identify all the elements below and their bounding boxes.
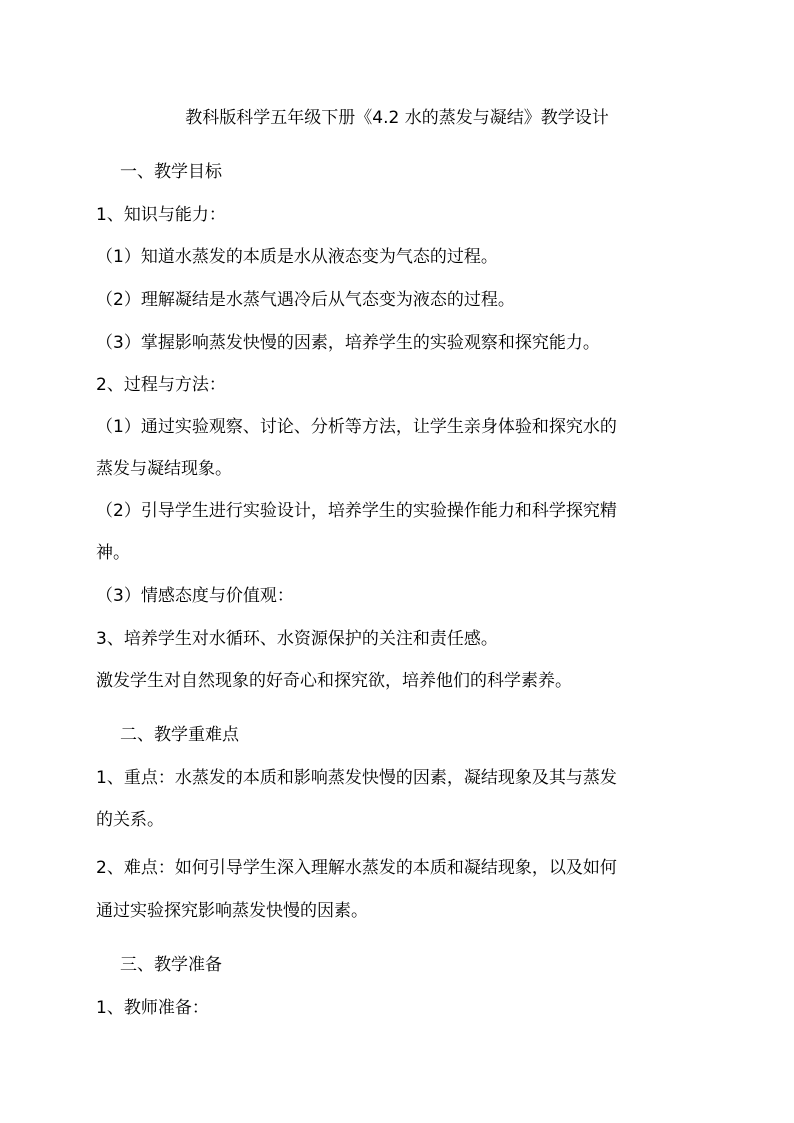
keypoint-1b: 的关系。 xyxy=(96,810,164,830)
section-heading-preparation: 三、教学准备 xyxy=(120,955,222,975)
keypoint-1a: 1、重点：水蒸发的本质和影响蒸发快慢的因素，凝结现象及其与蒸发 xyxy=(96,768,617,788)
objective-knowledge-1: （1）知道水蒸发的本质是水从液态变为气态的过程。 xyxy=(96,247,498,267)
section-heading-objectives: 一、教学目标 xyxy=(120,162,222,182)
objective-attitude: 3、培养学生对水循环、水资源保护的关注和责任感。 xyxy=(96,629,498,649)
objective-process-1b: 蒸发与凝结现象。 xyxy=(96,459,232,479)
section-heading-keypoints: 二、教学重难点 xyxy=(120,725,239,745)
objective-attitude-b: 激发学生对自然现象的好奇心和探究欲，培养他们的科学素养。 xyxy=(96,671,572,691)
objective-process-1a: （1）通过实验观察、讨论、分析等方法，让学生亲身体验和探究水的 xyxy=(96,417,617,437)
objective-process-3: （3）情感态度与价值观： xyxy=(96,586,294,606)
keypoint-2a: 2、难点：如何引导学生深入理解水蒸发的本质和凝结现象，以及如何 xyxy=(96,858,617,878)
objective-knowledge-2: （2）理解凝结是水蒸气遇冷后从气态变为液态的过程。 xyxy=(96,290,515,310)
objective-process: 2、过程与方法： xyxy=(96,375,226,395)
objective-process-2a: （2）引导学生进行实验设计，培养学生的实验操作能力和科学探究精 xyxy=(96,501,617,521)
objective-process-2b: 神。 xyxy=(96,543,130,563)
objective-knowledge-3: （3）掌握影响蒸发快慢的因素，培养学生的实验观察和探究能力。 xyxy=(96,333,600,353)
document-title: 教科版科学五年级下册《4.2 水的蒸发与凝结》教学设计 xyxy=(185,108,609,128)
keypoint-2b: 通过实验探究影响蒸发快慢的因素。 xyxy=(96,901,368,921)
objective-knowledge: 1、知识与能力： xyxy=(96,205,226,225)
preparation-teacher: 1、教师准备： xyxy=(96,998,209,1018)
